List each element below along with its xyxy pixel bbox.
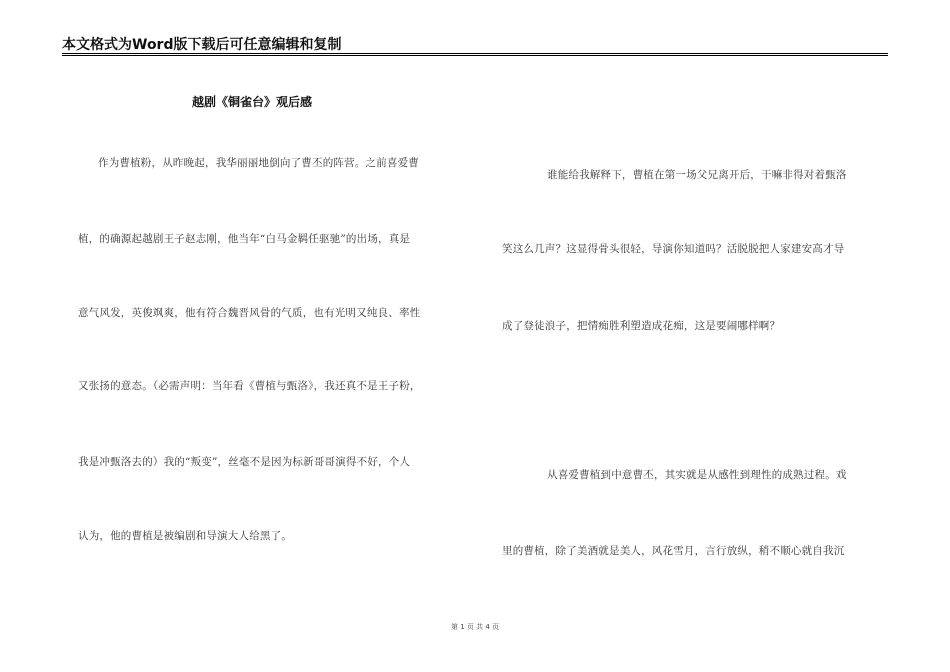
right-paragraph-line: 谁能给我解释下，曹植在第一场父兄离开后，干嘛非得对着甄洛 bbox=[547, 169, 847, 181]
right-paragraph-line: 里的曹植，除了美酒就是美人，风花雪月，言行放纵，稍不顺心就自我沉 bbox=[502, 545, 845, 557]
left-paragraph-line: 植，的确源起越剧王子赵志刚，他当年“白马金羁任驱驰”的出场，真是 bbox=[78, 233, 411, 245]
left-paragraph-line: 我是冲甄洛去的）我的“叛变”，丝毫不是因为标新哥哥演得不好，个人 bbox=[78, 456, 411, 468]
right-paragraph-line: 从喜爱曹植到中意曹丕，其实就是从感性到理性的成熟过程。戏 bbox=[547, 469, 847, 481]
left-paragraph-line: 作为曹植粉，从昨晚起，我华丽丽地倒向了曹丕的阵营。之前喜爱曹 bbox=[98, 157, 419, 169]
left-paragraph-line: 意气风发，英俊飒爽，他有符合魏晋风骨的气质，也有光明又纯良、率性 bbox=[78, 307, 421, 319]
document-title: 越剧《铜雀台》观后感 bbox=[192, 95, 313, 109]
right-paragraph-line: 笑这么几声？这显得骨头很轻，导演你知道吗？活脱脱把人家建安高才导 bbox=[502, 243, 845, 255]
left-paragraph-line: 又张扬的意态。（必需声明：当年看《曹植与甄洛》，我还真不是王子粉， bbox=[78, 380, 421, 392]
header-divider bbox=[62, 53, 888, 54]
page-indicator: 第 1 页 共 4 页 bbox=[450, 623, 500, 631]
header-banner: 本文格式为Word版下载后可任意编辑和复制 bbox=[62, 37, 342, 53]
left-paragraph-line: 认为，他的曹植是被编剧和导演大人给黑了。 bbox=[78, 530, 292, 542]
header-divider-secondary bbox=[62, 55, 888, 56]
right-paragraph-line: 成了登徒浪子，把情痴胜利塑造成花痴，这是要闹哪样啊？ bbox=[502, 320, 781, 332]
